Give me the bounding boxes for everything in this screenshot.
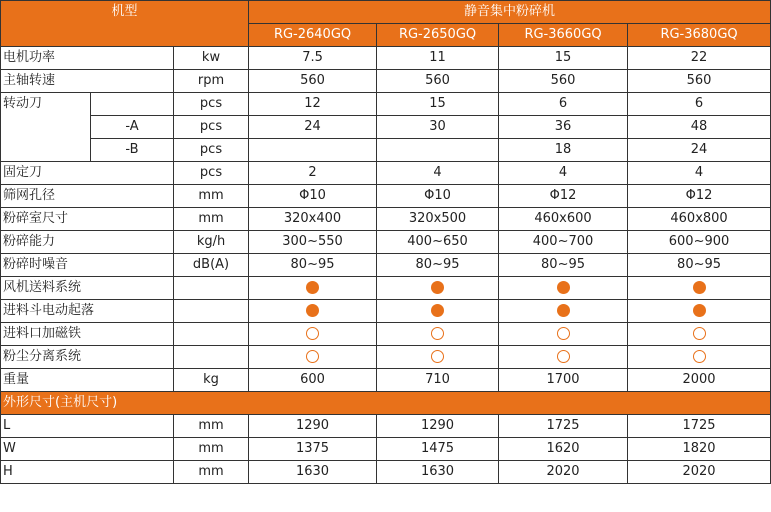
cell (249, 277, 377, 300)
table-row (1, 162, 771, 185)
cell: 4 (499, 162, 628, 185)
row-unit (174, 323, 249, 346)
cell: 1290 (377, 415, 499, 438)
cell: 460x800 (628, 208, 771, 231)
cell: 48 (628, 116, 771, 139)
table-row (1, 461, 771, 484)
cell: 4 (377, 162, 499, 185)
table-row (1, 300, 771, 323)
cell: 560 (249, 70, 377, 93)
cell (249, 300, 377, 323)
row-unit: pcs (174, 93, 249, 116)
row-unit: mm (174, 415, 249, 438)
cell: 2000 (628, 369, 771, 392)
row-label: 粉碎室尺寸 (1, 208, 174, 231)
cell (628, 277, 771, 300)
filled-circle-icon (693, 281, 706, 294)
table-row (1, 93, 771, 116)
hollow-circle-icon (693, 350, 706, 363)
row-unit: pcs (174, 116, 249, 139)
filled-circle-icon (306, 304, 319, 317)
cell: 22 (628, 47, 771, 70)
row-unit: kg (174, 369, 249, 392)
table-row (1, 116, 771, 139)
cell (628, 346, 771, 369)
row-sublabel: -B (91, 139, 174, 162)
row-label: 粉尘分离系统 (1, 346, 174, 369)
cell: 560 (628, 70, 771, 93)
cell: 1630 (377, 461, 499, 484)
cell: 2 (249, 162, 377, 185)
hollow-circle-icon (306, 327, 319, 340)
row-unit: pcs (174, 139, 249, 162)
row-label: H (1, 461, 174, 484)
table-row (1, 438, 771, 461)
table-row (1, 231, 771, 254)
cell: 24 (249, 116, 377, 139)
filled-circle-icon (431, 304, 444, 317)
cell: 7.5 (249, 47, 377, 70)
cell: 36 (499, 116, 628, 139)
cell: 11 (377, 47, 499, 70)
cell: 80~95 (628, 254, 771, 277)
cell: 1725 (628, 415, 771, 438)
hollow-circle-icon (431, 350, 444, 363)
cell: 80~95 (249, 254, 377, 277)
cell (377, 300, 499, 323)
filled-circle-icon (693, 304, 706, 317)
cell: 18 (499, 139, 628, 162)
row-unit (174, 277, 249, 300)
cell: 12 (249, 93, 377, 116)
table-row (1, 369, 771, 392)
cell: 1820 (628, 438, 771, 461)
cell (499, 323, 628, 346)
row-label: 进料口加磁铁 (1, 323, 174, 346)
table-row (1, 208, 771, 231)
cell: Φ12 (499, 185, 628, 208)
cell (628, 323, 771, 346)
cell: 6 (628, 93, 771, 116)
cell (377, 346, 499, 369)
row-unit: kw (174, 47, 249, 70)
row-label: 粉碎时噪音 (1, 254, 174, 277)
row-label: 电机功率 (1, 47, 174, 70)
cell (249, 346, 377, 369)
row-label: 主轴转速 (1, 70, 174, 93)
row-unit: mm (174, 185, 249, 208)
cell (499, 277, 628, 300)
filled-circle-icon (306, 281, 319, 294)
table-row (1, 415, 771, 438)
cell (249, 139, 377, 162)
table-row (1, 70, 771, 93)
cell (377, 323, 499, 346)
table-row (1, 254, 771, 277)
machine-name-header: 静音集中粉碎机 (249, 1, 771, 24)
cell: 30 (377, 116, 499, 139)
cell: 1620 (499, 438, 628, 461)
cell: 15 (377, 93, 499, 116)
cell: 300~550 (249, 231, 377, 254)
dimensions-section-header: 外形尺寸(主机尺寸) (1, 392, 771, 415)
model-name: RG-2650GQ (377, 24, 499, 47)
table-row (1, 185, 771, 208)
cell (499, 346, 628, 369)
row-label: 重量 (1, 369, 174, 392)
cell (249, 323, 377, 346)
row-unit (174, 300, 249, 323)
hollow-circle-icon (557, 327, 570, 340)
cell: 2020 (499, 461, 628, 484)
model-name: RG-3680GQ (628, 24, 771, 47)
cell: 1475 (377, 438, 499, 461)
table-row (1, 277, 771, 300)
row-label: 筛网孔径 (1, 185, 174, 208)
cell: 80~95 (499, 254, 628, 277)
cell: 560 (499, 70, 628, 93)
cell: 400~650 (377, 231, 499, 254)
row-sublabel: -A (91, 116, 174, 139)
filled-circle-icon (557, 304, 570, 317)
cell: 1700 (499, 369, 628, 392)
row-unit: mm (174, 438, 249, 461)
row-unit: dB(A) (174, 254, 249, 277)
row-unit: kg/h (174, 231, 249, 254)
cell (499, 300, 628, 323)
cell (377, 139, 499, 162)
cell: 1290 (249, 415, 377, 438)
cell: 24 (628, 139, 771, 162)
hollow-circle-icon (693, 327, 706, 340)
table-row (1, 47, 771, 70)
hollow-circle-icon (306, 350, 319, 363)
cell (377, 277, 499, 300)
cell: 15 (499, 47, 628, 70)
model-name: RG-3660GQ (499, 24, 628, 47)
model-name: RG-2640GQ (249, 24, 377, 47)
table-row (1, 346, 771, 369)
row-unit: pcs (174, 162, 249, 185)
cell: Φ10 (249, 185, 377, 208)
row-label: 粉碎能力 (1, 231, 174, 254)
table-row (1, 139, 771, 162)
cell: 2020 (628, 461, 771, 484)
cell: 460x600 (499, 208, 628, 231)
cell (628, 300, 771, 323)
cell: 6 (499, 93, 628, 116)
row-unit (174, 346, 249, 369)
cell: 710 (377, 369, 499, 392)
row-label: 进料斗电动起落 (1, 300, 174, 323)
cell: 600~900 (628, 231, 771, 254)
row-unit: mm (174, 461, 249, 484)
cell: 320x400 (249, 208, 377, 231)
row-sublabel (91, 93, 174, 116)
cell: 320x500 (377, 208, 499, 231)
cell: 600 (249, 369, 377, 392)
hollow-circle-icon (431, 327, 444, 340)
row-label: 固定刀 (1, 162, 174, 185)
cell: 400~700 (499, 231, 628, 254)
cell: 560 (377, 70, 499, 93)
cell: 1375 (249, 438, 377, 461)
row-label: L (1, 415, 174, 438)
cell: 4 (628, 162, 771, 185)
table-row (1, 323, 771, 346)
cell: 1725 (499, 415, 628, 438)
row-label: 转动刀 (1, 93, 91, 162)
filled-circle-icon (557, 281, 570, 294)
cell: 1630 (249, 461, 377, 484)
hollow-circle-icon (557, 350, 570, 363)
cell: Φ12 (628, 185, 771, 208)
cell: Φ10 (377, 185, 499, 208)
model-header: 机型 (1, 1, 249, 47)
row-label: 风机送料系统 (1, 277, 174, 300)
row-label: W (1, 438, 174, 461)
row-unit: mm (174, 208, 249, 231)
cell: 80~95 (377, 254, 499, 277)
filled-circle-icon (431, 281, 444, 294)
row-unit: rpm (174, 70, 249, 93)
